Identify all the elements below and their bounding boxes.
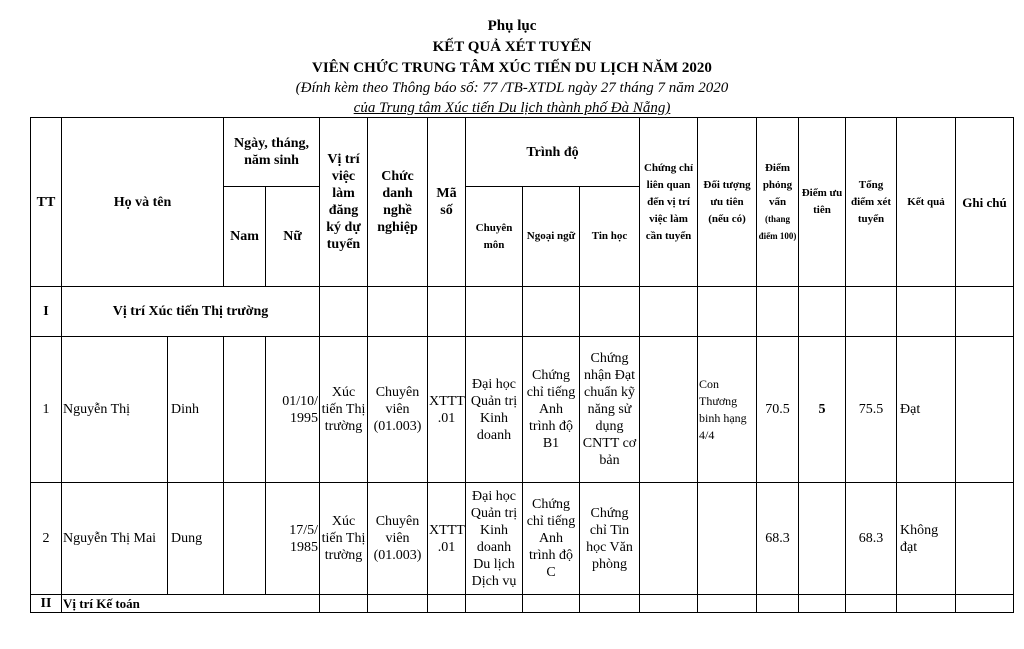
col-header-interview — [757, 118, 799, 287]
it-cell: Chứng nhận Đạt chuẩn kỹ năng sử dụng CNTT cơ bản — [580, 337, 640, 483]
dob-female: 17/5/ 1985 — [266, 483, 320, 595]
col-header-cert: Chứng chỉ liên quan đến vị trí việc làm cần tuyển — [640, 118, 698, 287]
position-cell: Xúc tiến Thị trường — [320, 337, 368, 483]
section-label: Vị trí Xúc tiến Thị trường — [62, 287, 320, 337]
interview-scale: (thang điểm 100) — [758, 213, 797, 241]
dob-female: 01/10/ 1995 — [266, 337, 320, 483]
col-header-name: Họ và tên — [62, 118, 224, 287]
document-title: KẾT QUẢ XÉT TUYỂN — [432, 39, 592, 55]
note-cell — [956, 483, 1014, 595]
col-header-dob: Ngày, tháng, năm sinh — [224, 118, 320, 187]
col-header-code: Mã số — [428, 118, 466, 287]
language-cell: Chứng chỉ tiếng Anh trình độ C — [523, 483, 580, 595]
last-middle-name: Nguyễn Thị Mai — [62, 483, 168, 595]
last-middle-name: Nguyễn Thị — [62, 337, 168, 483]
col-header-total: Tổng điểm xét tuyển — [846, 118, 897, 287]
section-number: I — [31, 287, 62, 337]
col-header-priority-points: Điểm ưu tiên — [799, 118, 846, 287]
note-cell — [956, 337, 1014, 483]
major-cell: Đại học Quản trị Kinh doanh — [466, 337, 523, 483]
col-header-result: Kết quả — [897, 118, 956, 287]
it-cell: Chứng chỉ Tin học Văn phòng — [580, 483, 640, 595]
col-header-male: Nam — [224, 187, 266, 287]
title-cell: Chuyên viên (01.003) — [368, 337, 428, 483]
total-cell: 75.5 — [846, 337, 897, 483]
col-header-language: Ngoại ngữ — [523, 187, 580, 287]
interview-label: Điểm phỏng vấn — [762, 161, 793, 208]
position-cell: Xúc tiến Thị trường — [320, 483, 368, 595]
cert-cell — [640, 337, 698, 483]
results-table — [30, 117, 1014, 613]
language-cell: Chứng chỉ tiếng Anh trình độ B1 — [523, 337, 580, 483]
col-header-it: Tin học — [580, 187, 640, 287]
document-issuer: của Trung tâm Xúc tiến Du lịch thành phố Đà Nẵng) — [353, 100, 671, 116]
interview-cell: 70.5 — [757, 337, 799, 483]
row-number: 2 — [31, 483, 62, 595]
document-reference: (Đính kèm theo Thông báo số: 77 /TB-XTDL ngày 27 tháng 7 năm 2020 — [295, 80, 729, 96]
first-name: Dung — [168, 483, 224, 595]
major-cell: Đại học Quản trị Kinh doanh Du lịch Dịch vụ — [466, 483, 523, 595]
title-cell: Chuyên viên (01.003) — [368, 483, 428, 595]
appendix-label: Phụ lục — [487, 18, 537, 34]
priority-points-cell: 5 — [799, 337, 846, 483]
row-number: 1 — [31, 337, 62, 483]
result-cell: Đạt — [897, 337, 956, 483]
document-title-secondary: VIÊN CHỨC TRUNG TÂM XÚC TIẾN DU LỊCH NĂM 2020 — [312, 60, 712, 76]
priority-points-cell — [799, 483, 846, 595]
section-row — [31, 595, 1014, 613]
header-row-1 — [31, 118, 1014, 187]
section-number: II — [31, 595, 62, 613]
code-cell: XTTT .01 — [428, 337, 466, 483]
table-row — [31, 337, 1014, 483]
code-cell: XTTT .01 — [428, 483, 466, 595]
priority-group-cell — [698, 483, 757, 595]
first-name: Dinh — [168, 337, 224, 483]
col-header-position: Vị trí việc làm đăng ký dự tuyển — [320, 118, 368, 287]
section-label: Vị trí Kế toán — [62, 595, 320, 613]
col-header-note: Ghi chú — [956, 118, 1014, 287]
section-row — [31, 287, 1014, 337]
result-cell: Không đạt — [897, 483, 956, 595]
dob-male — [224, 483, 266, 595]
table-row — [31, 483, 1014, 595]
col-header-level: Trình độ — [466, 118, 640, 187]
cert-cell — [640, 483, 698, 595]
total-cell: 68.3 — [846, 483, 897, 595]
priority-group-cell: Con Thương binh hạng 4/4 — [698, 337, 757, 483]
dob-male — [224, 337, 266, 483]
col-header-female: Nữ — [266, 187, 320, 287]
col-header-major: Chuyên môn — [466, 187, 523, 287]
col-header-title: Chức danh nghề nghiệp — [368, 118, 428, 287]
interview-cell: 68.3 — [757, 483, 799, 595]
col-header-priority-group: Đối tượng ưu tiên (nếu có) — [698, 118, 757, 287]
col-header-tt: TT — [31, 118, 62, 287]
